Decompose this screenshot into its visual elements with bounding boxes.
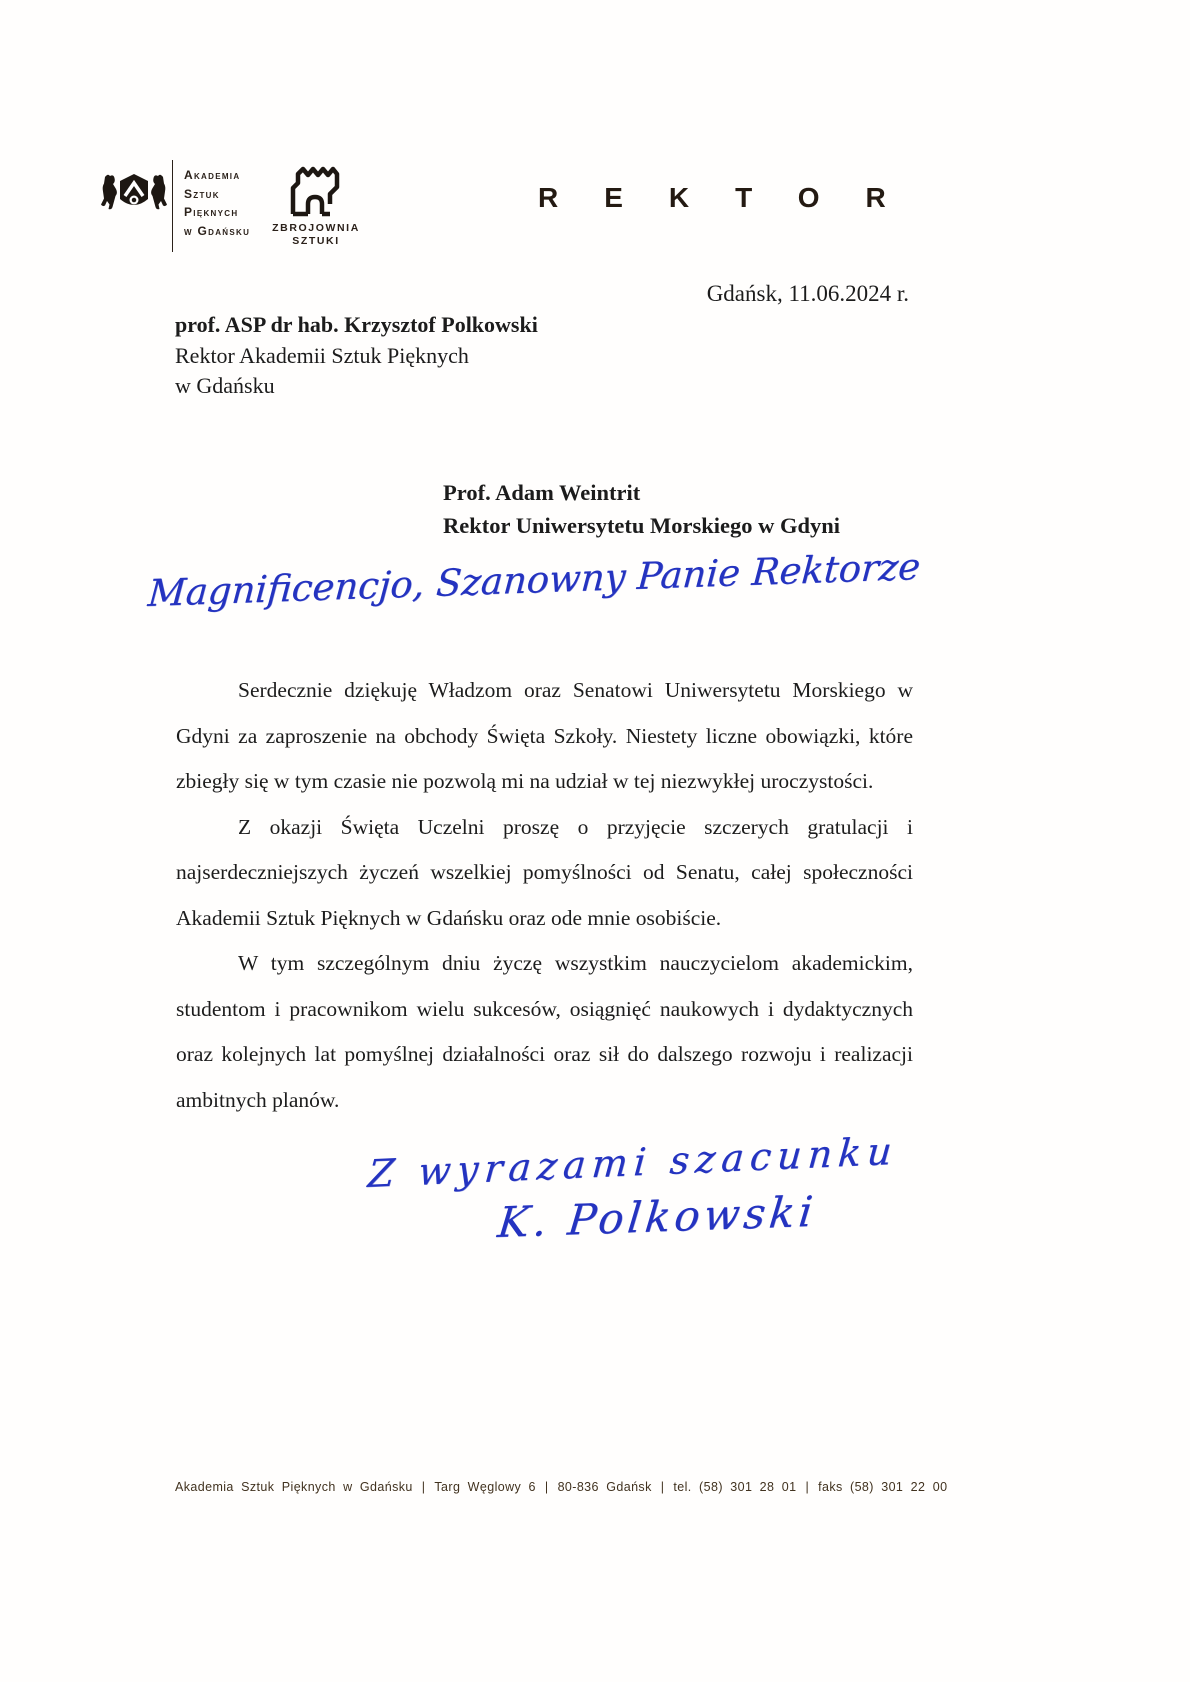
university-name-line: w Gdańsku <box>184 223 251 238</box>
footer-contact-line <box>175 1480 948 1494</box>
university-name <box>184 166 250 240</box>
footer-phone: tel. (58) 301 28 01 <box>673 1480 797 1494</box>
sender-title: Rektor Akademii Sztuk Pięknych <box>175 342 469 368</box>
university-name-line: Pięknych <box>184 205 239 219</box>
zbrojownia-armoury-icon <box>286 165 344 217</box>
sender-name: prof. ASP dr hab. Krzysztof Polkowski <box>175 312 538 337</box>
letterhead-divider <box>172 160 173 252</box>
asp-gdansk-crest-icon <box>100 168 168 218</box>
sender-block <box>175 310 538 402</box>
footer-fax: faks (58) 301 22 00 <box>818 1480 948 1494</box>
footer-separator: | <box>805 1480 810 1494</box>
recipient-block <box>443 476 840 542</box>
closing-phrase: Z wyrazami szacunku <box>366 1128 900 1197</box>
gallery-name <box>258 222 374 248</box>
body-paragraph: Z okazji Święta Uczelni proszę o przyjęcie szczerych gratulacji i najserdeczniejszych życzeń wszelkiej pomyślności od Senatu, całej społeczności Akademii Sztuk Pięknych w Gdańsku oraz ode mnie osobiście. <box>176 814 913 930</box>
date-line: Gdańsk, 11.06.2024 r. <box>706 281 909 306</box>
gallery-name-line: SZTUKI <box>292 235 340 247</box>
footer-org-name: Akademia Sztuk Pięknych w Gdańsku <box>175 1480 413 1494</box>
recipient-name: Prof. Adam Weintrit <box>443 480 641 505</box>
office-title-rektor: REKTOR <box>538 182 932 213</box>
signature: K. Polkowski <box>495 1186 819 1248</box>
sender-city: w Gdańsku <box>175 373 275 398</box>
gallery-name-line: ZBROJOWNIA <box>272 222 360 234</box>
university-name-line: Sztuk <box>184 186 220 201</box>
recipient-title: Rektor Uniwersytetu Morskiego w Gdyni <box>443 513 841 538</box>
university-name-line: Akademia <box>184 168 241 182</box>
footer-separator: | <box>421 1480 426 1494</box>
footer-postal-city: 80-836 Gdańsk <box>557 1480 652 1494</box>
handwritten-closing <box>366 1128 900 1248</box>
footer-address: Targ Węglowy 6 <box>434 1480 536 1494</box>
handwritten-salutation: Magnificencjo, Szanowny Panie Rektorze <box>146 544 922 616</box>
body-paragraph: W tym szczególnym dniu życzę wszystkim nauczycielom akademickim, studentom i pracownikom wielu sukcesów, osiągnięć naukowych i dydaktycznych oraz kolejnych lat pomyślnej działalności oraz sił do dalszego rozwoju i realizacji ambitnych planów. <box>176 951 913 1112</box>
letter-body <box>176 668 913 1123</box>
footer-separator: | <box>544 1480 549 1494</box>
body-paragraph: Serdecznie dziękuję Władzom oraz Senatowi Uniwersytetu Morskiego w Gdyni za zaproszenie na obchody Święta Szkoły. Niestety liczne obowiązki, które zbiegły się w tym czasie nie pozwolą mi na udział w tej niezwykłej uroczystości. <box>176 678 913 793</box>
footer-separator: | <box>660 1480 665 1494</box>
